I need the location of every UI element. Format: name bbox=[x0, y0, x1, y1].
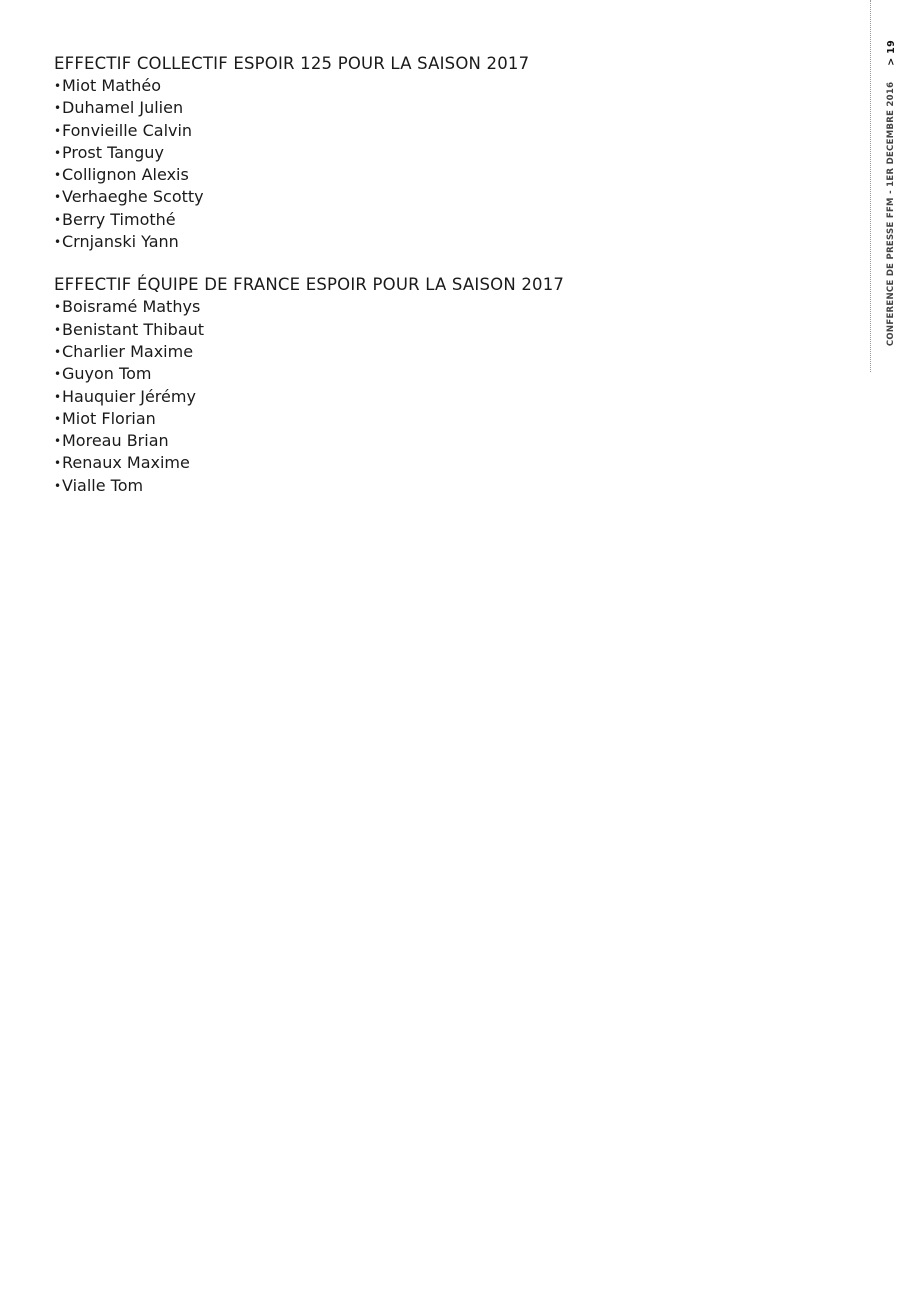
list-item bbox=[54, 452, 834, 474]
member-name: Charlier Maxime bbox=[62, 341, 194, 361]
running-header-text bbox=[881, 40, 901, 375]
section-title: EFFECTIF ÉQUIPE DE FRANCE ESPOIR POUR LA SAISON 2017 bbox=[54, 275, 565, 295]
member-name: Duhamel Julien bbox=[62, 98, 184, 118]
roster-list bbox=[54, 75, 834, 253]
list-item bbox=[54, 386, 834, 408]
member-name: Miot Mathéo bbox=[62, 76, 162, 95]
list-item bbox=[54, 363, 834, 385]
section-equipe-de-france-espoir bbox=[54, 274, 834, 497]
bullet-icon: • bbox=[54, 300, 62, 315]
bullet-icon: • bbox=[54, 478, 62, 493]
bullet-icon: • bbox=[54, 145, 62, 160]
list-item bbox=[54, 408, 834, 430]
member-name: Collignon Alexis bbox=[62, 165, 189, 185]
bullet-icon: • bbox=[54, 190, 62, 205]
member-name: Vialle Tom bbox=[62, 475, 144, 495]
bullet-icon: • bbox=[54, 456, 62, 471]
document-body bbox=[54, 53, 834, 518]
list-item bbox=[54, 319, 834, 341]
member-name: Prost Tanguy bbox=[62, 142, 164, 162]
list-item bbox=[54, 164, 834, 186]
member-name: Miot Florian bbox=[62, 408, 156, 428]
list-item bbox=[54, 430, 834, 452]
member-name: Moreau Brian bbox=[62, 431, 169, 451]
bullet-icon: • bbox=[54, 212, 62, 227]
bullet-icon: • bbox=[54, 367, 62, 382]
running-title: CONFERENCE DE PRESSE FFM - 1ER DECEMBRE 2016 bbox=[886, 81, 896, 347]
list-item bbox=[54, 209, 834, 231]
list-item bbox=[54, 231, 834, 253]
member-name: Boisramé Mathys bbox=[62, 297, 201, 317]
bullet-icon: • bbox=[54, 434, 62, 449]
list-item bbox=[54, 142, 834, 164]
member-name: Fonvieille Calvin bbox=[62, 120, 193, 140]
section-collectif-espoir bbox=[54, 53, 834, 253]
member-name: Benistant Thibaut bbox=[62, 319, 205, 339]
list-item bbox=[54, 75, 834, 97]
member-name: Berry Timothé bbox=[62, 209, 176, 229]
page-number: > 19 bbox=[885, 40, 897, 66]
bullet-icon: • bbox=[54, 344, 62, 359]
bullet-icon: • bbox=[54, 411, 62, 426]
roster-list bbox=[54, 296, 834, 497]
running-header bbox=[881, 40, 901, 375]
list-item bbox=[54, 120, 834, 142]
margin-divider bbox=[870, 0, 871, 372]
list-item bbox=[54, 475, 834, 497]
bullet-icon: • bbox=[54, 123, 62, 138]
member-name: Guyon Tom bbox=[62, 364, 152, 384]
list-item bbox=[54, 341, 834, 363]
member-name: Renaux Maxime bbox=[62, 453, 190, 473]
section-title: EFFECTIF COLLECTIF ESPOIR 125 POUR LA SAISON 2017 bbox=[54, 54, 530, 73]
member-name: Crnjanski Yann bbox=[62, 232, 179, 252]
list-item bbox=[54, 97, 834, 119]
bullet-icon: • bbox=[54, 168, 62, 183]
bullet-icon: • bbox=[54, 79, 62, 93]
member-name: Hauquier Jérémy bbox=[62, 386, 196, 406]
bullet-icon: • bbox=[54, 235, 62, 250]
list-item bbox=[54, 186, 834, 208]
bullet-icon: • bbox=[54, 389, 62, 404]
list-item bbox=[54, 296, 834, 318]
bullet-icon: • bbox=[54, 322, 62, 337]
member-name: Verhaeghe Scotty bbox=[62, 187, 204, 207]
bullet-icon: • bbox=[54, 101, 62, 116]
